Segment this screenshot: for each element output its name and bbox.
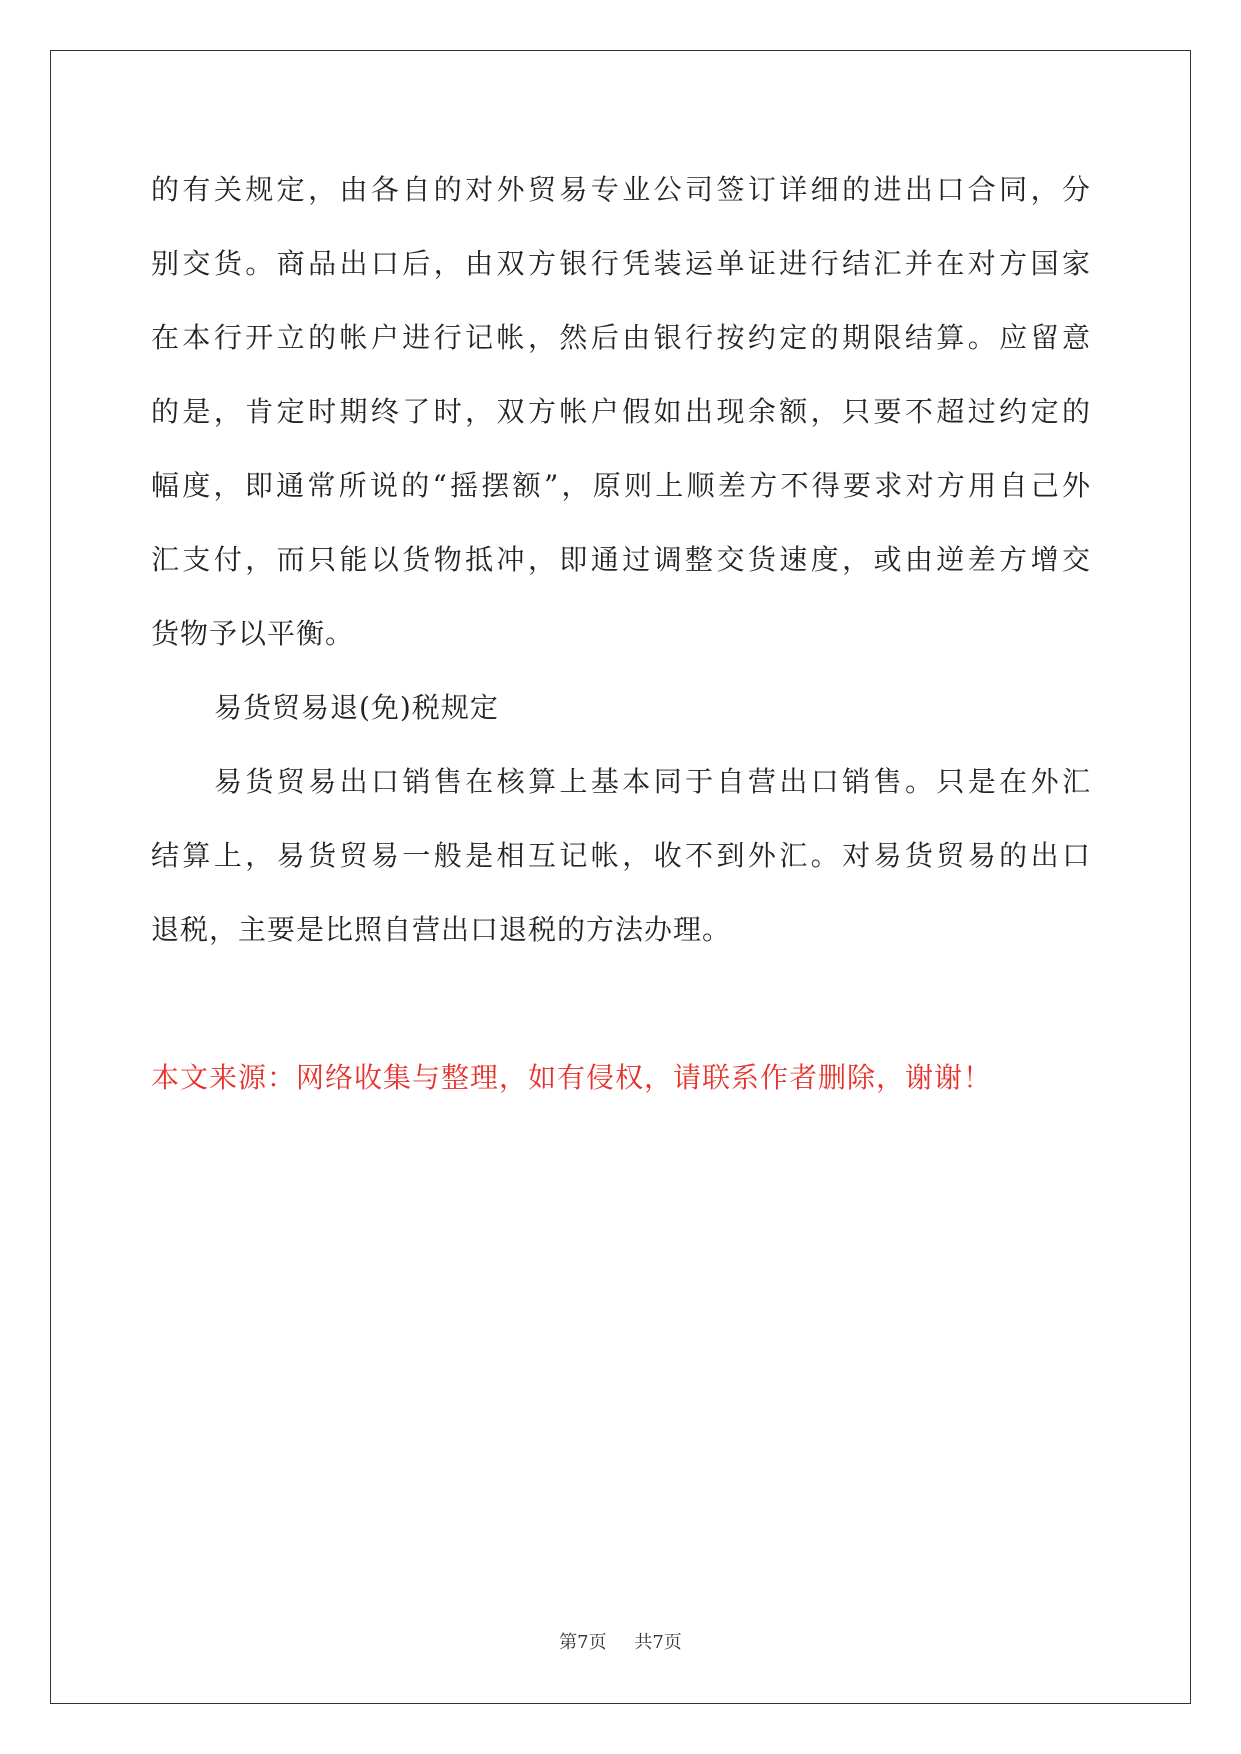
page-number: 第7页 [559, 1632, 607, 1653]
paragraph2-line-3: 退税，主要是比照自营出口退税的方法办理。 [151, 913, 732, 946]
section-heading: 易货贸易退(免)税规定 [214, 691, 499, 724]
body-line-5: 幅度，即通常所说的“摇摆额”，原则上顺差方不得要求对方用自己外 [151, 469, 1091, 502]
body-line-6: 汇支付，而只能以货物抵冲，即通过调整交货速度，或由逆差方增交 [151, 543, 1091, 576]
source-note: 本文来源：网络收集与整理，如有侵权，请联系作者删除，谢谢！ [151, 1061, 993, 1094]
page-border [50, 50, 1191, 1704]
page-total: 共7页 [634, 1632, 682, 1653]
body-line-7: 货物予以平衡。 [151, 617, 355, 650]
body-line-4: 的是，肯定时期终了时，双方帐户假如出现余额，只要不超过约定的 [151, 395, 1091, 428]
paragraph2-line-1: 易货贸易出口销售在核算上基本同于自营出口销售。只是在外汇 [214, 765, 1091, 798]
body-line-1: 的有关规定，由各自的对外贸易专业公司签订详细的进出口合同，分 [151, 173, 1091, 206]
paragraph2-line-2: 结算上，易货贸易一般是相互记帐，收不到外汇。对易货贸易的出口 [151, 839, 1091, 872]
body-line-2: 别交货。商品出口后，由双方银行凭装运单证进行结汇并在对方国家 [151, 247, 1091, 280]
body-line-3: 在本行开立的帐户进行记帐，然后由银行按约定的期限结算。应留意 [151, 321, 1091, 354]
page-footer [0, 1631, 1241, 1655]
